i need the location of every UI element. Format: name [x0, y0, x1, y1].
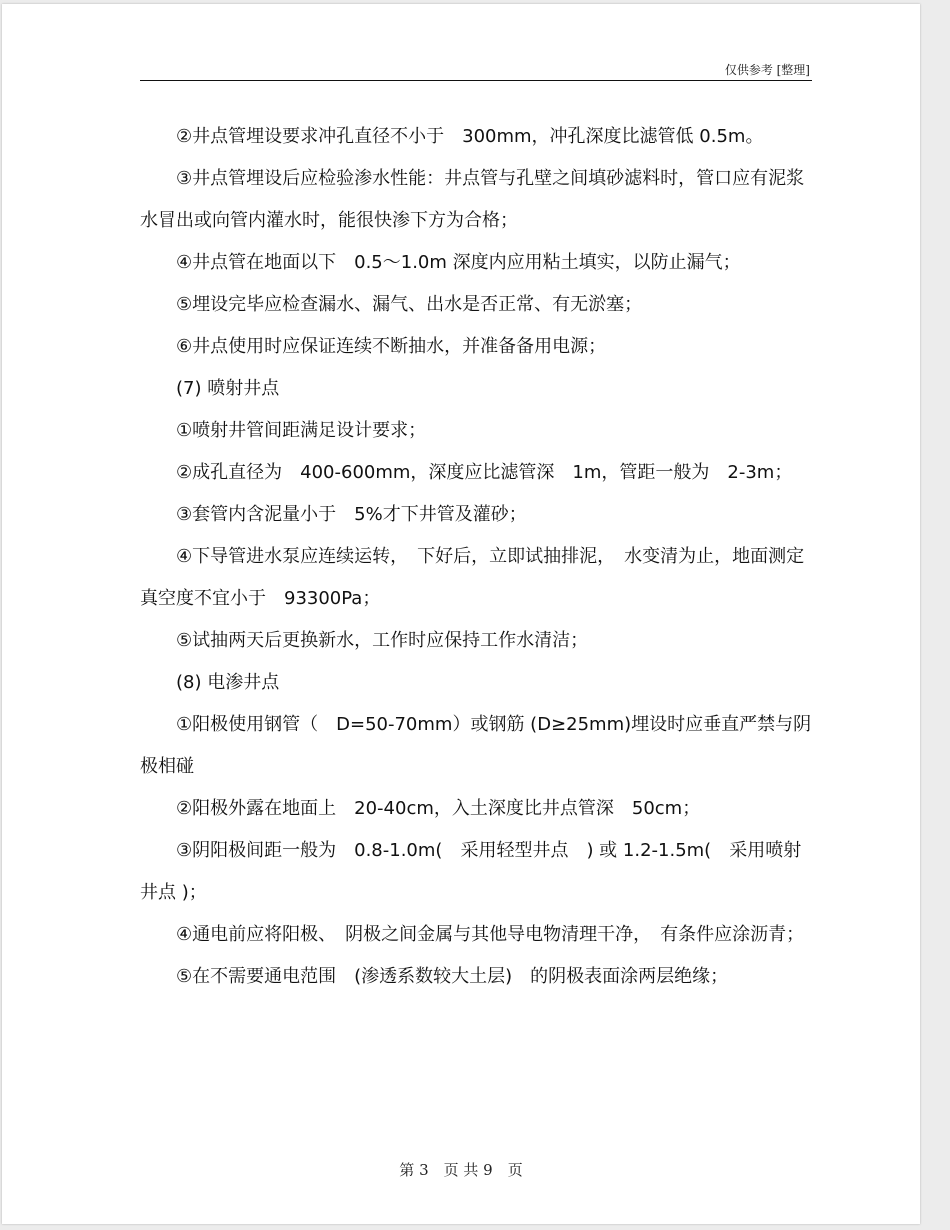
paragraph: ③套管内含泥量小于 5%才下井管及灌砂； [176, 504, 527, 525]
paragraph: ⑥井点使用时应保证连续不断抽水，并准备备用电源； [176, 336, 607, 357]
paragraph: ①喷射井管间距满足设计要求； [176, 420, 427, 441]
paragraph: ④通电前应将阳极、 阴极之间金属与其他导电物清理干净， 有条件应涂沥青； [176, 924, 805, 945]
section-heading: (8) 电渗井点 [176, 672, 280, 693]
paragraph: ③井点管埋设后应检验渗水性能：井点管与孔壁之间填砂滤料时，管口应有泥浆水冒出或向管内灌水时，能很快渗下方为合格； [140, 168, 805, 231]
paragraph: ②井点管埋设要求冲孔直径不小于 300mm，冲孔深度比滤管低 0.5m。 [176, 126, 764, 147]
paragraph: ⑤在不需要通电范围 (渗透系数较大土层) 的阴极表面涂两层绝缘； [176, 966, 729, 987]
paragraph: ③阴阳极间距一般为 0.8-1.0m( 采用轻型井点 ) 或 1.2-1.5m( 采用喷射井点 )； [140, 840, 802, 903]
document-body [140, 116, 812, 998]
page-header-note: 仅供参考 [整理] [724, 63, 810, 77]
page-number-footer: 第 3 页 共 9 页 [399, 1161, 523, 1179]
paragraph: ④井点管在地面以下 0.5～1.0m 深度内应用粘土填实，以防止漏气； [176, 252, 741, 273]
paragraph: ⑤埋设完毕应检查漏水、漏气、出水是否正常、有无淤塞； [176, 294, 643, 315]
header-divider [140, 80, 812, 81]
paragraph: ②成孔直径为 400-600mm，深度应比滤管深 1m，管距一般为 2-3m； [176, 462, 793, 483]
paragraph: ①阳极使用钢管（ D=50-70mm）或钢筋 (D≥25mm)埋设时应垂直严禁与阴极相碰 [140, 714, 812, 777]
paragraph: ⑤试抽两天后更换新水，工作时应保持工作水清洁； [176, 630, 589, 651]
document-page [2, 4, 920, 1224]
paragraph: ②阳极外露在地面上 20-40cm，入土深度比井点管深 50cm； [176, 798, 701, 819]
paragraph: ④下导管进水泵应连续运转， 下好后，立即试抽排泥， 水变清为止，地面测定真空度不宜小于 93300Pa； [140, 546, 805, 609]
section-heading: (7) 喷射井点 [176, 378, 280, 399]
